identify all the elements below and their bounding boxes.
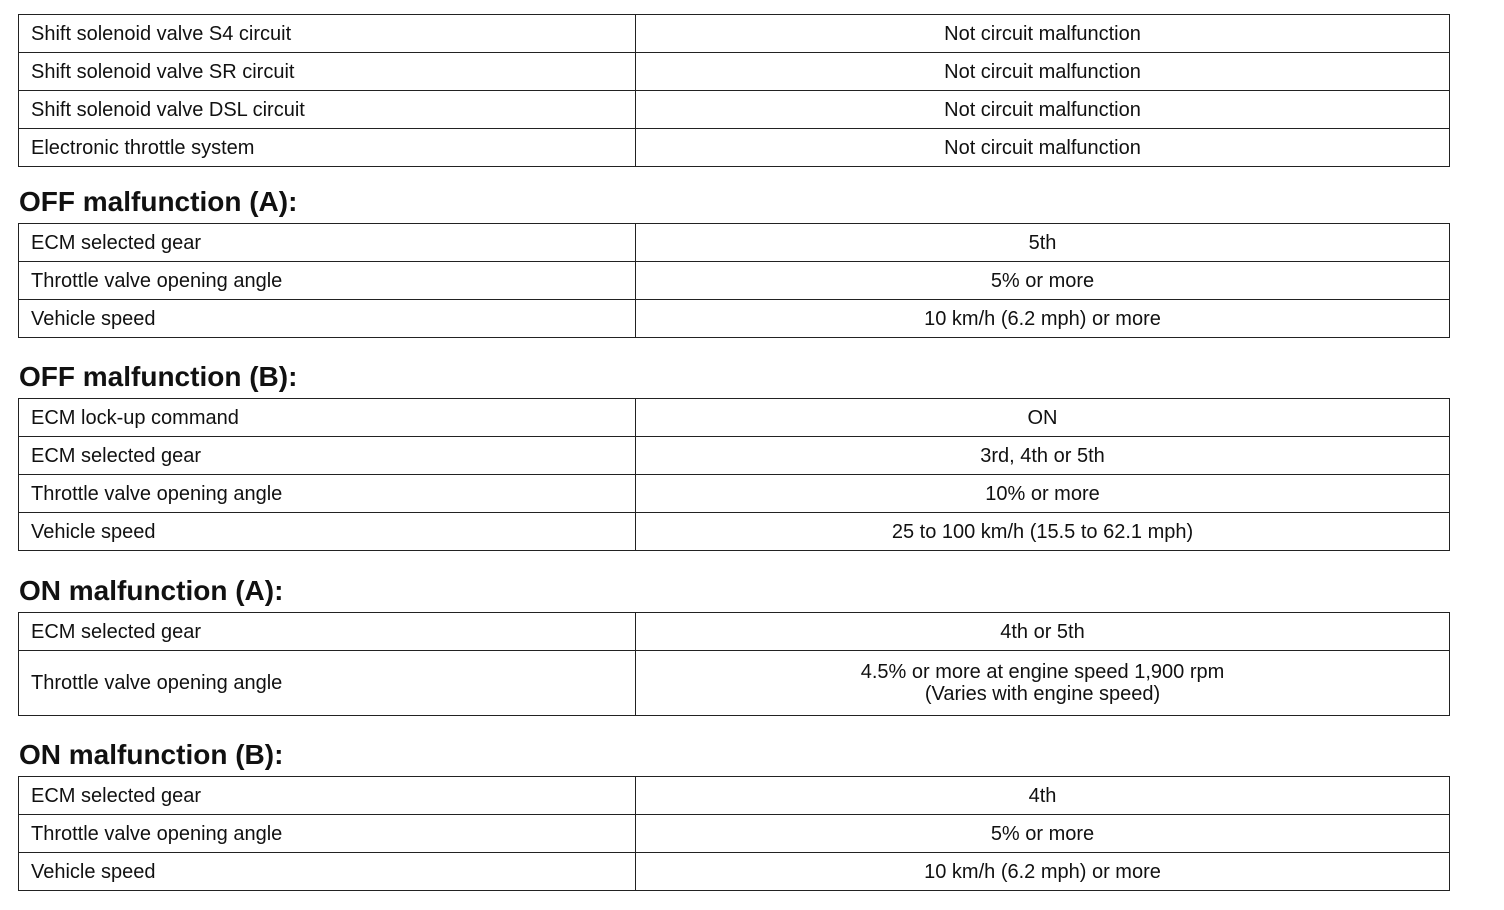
- row-value: Not circuit malfunction: [636, 129, 1450, 167]
- row-label: ECM selected gear: [19, 437, 636, 475]
- row-value: 5th: [636, 224, 1450, 262]
- table-row: [19, 300, 1450, 338]
- row-value: 10 km/h (6.2 mph) or more: [636, 300, 1450, 338]
- row-value: 4th: [636, 777, 1450, 815]
- row-value: 3rd, 4th or 5th: [636, 437, 1450, 475]
- table-row: [19, 91, 1450, 129]
- table-row: [19, 777, 1450, 815]
- on-malfunction-a-table: [18, 612, 1450, 716]
- table-row: [19, 15, 1450, 53]
- value-line-2: (Varies with engine speed): [924, 683, 1161, 705]
- row-value: ON: [636, 399, 1450, 437]
- row-value: 25 to 100 km/h (15.5 to 62.1 mph): [636, 513, 1450, 551]
- row-value: 10% or more: [636, 475, 1450, 513]
- row-value: 4th or 5th: [636, 613, 1450, 651]
- circuit-status-table: [18, 14, 1450, 167]
- table-row: [19, 399, 1450, 437]
- row-value: [636, 651, 1450, 716]
- row-label: Throttle valve opening angle: [19, 262, 636, 300]
- row-label: Vehicle speed: [19, 853, 636, 891]
- on-malfunction-b-table: [18, 776, 1450, 891]
- row-label: Shift solenoid valve S4 circuit: [19, 15, 636, 53]
- section-heading-off-b: OFF malfunction (B):: [19, 361, 298, 392]
- table-row: [19, 262, 1450, 300]
- row-label: Electronic throttle system: [19, 129, 636, 167]
- row-label: ECM selected gear: [19, 613, 636, 651]
- table-row: [19, 129, 1450, 167]
- row-label: ECM selected gear: [19, 777, 636, 815]
- row-label: Shift solenoid valve SR circuit: [19, 53, 636, 91]
- row-value: 10 km/h (6.2 mph) or more: [636, 853, 1450, 891]
- row-label: ECM lock-up command: [19, 399, 636, 437]
- row-label: Vehicle speed: [19, 300, 636, 338]
- row-label: Shift solenoid valve DSL circuit: [19, 91, 636, 129]
- table-row: [19, 613, 1450, 651]
- row-label: Throttle valve opening angle: [19, 815, 636, 853]
- row-label: Vehicle speed: [19, 513, 636, 551]
- value-line-1: 4.5% or more at engine speed 1,900 rpm: [860, 661, 1225, 683]
- section-heading-on-a: ON malfunction (A):: [19, 575, 284, 606]
- row-value: 5% or more: [636, 815, 1450, 853]
- section-heading-on-b: ON malfunction (B):: [19, 739, 284, 770]
- table-row: [19, 815, 1450, 853]
- row-label: Throttle valve opening angle: [19, 651, 636, 716]
- row-value: Not circuit malfunction: [636, 91, 1450, 129]
- table-row: [19, 53, 1450, 91]
- row-label: Throttle valve opening angle: [19, 475, 636, 513]
- off-malfunction-b-table: [18, 398, 1450, 551]
- row-label: ECM selected gear: [19, 224, 636, 262]
- off-malfunction-a-table: [18, 223, 1450, 338]
- table-row: [19, 651, 1450, 716]
- row-value: Not circuit malfunction: [636, 15, 1450, 53]
- table-row: [19, 224, 1450, 262]
- row-value: 5% or more: [636, 262, 1450, 300]
- table-row: [19, 475, 1450, 513]
- table-row: [19, 513, 1450, 551]
- section-heading-off-a: OFF malfunction (A):: [19, 186, 298, 217]
- table-row: [19, 437, 1450, 475]
- row-value: Not circuit malfunction: [636, 53, 1450, 91]
- table-row: [19, 853, 1450, 891]
